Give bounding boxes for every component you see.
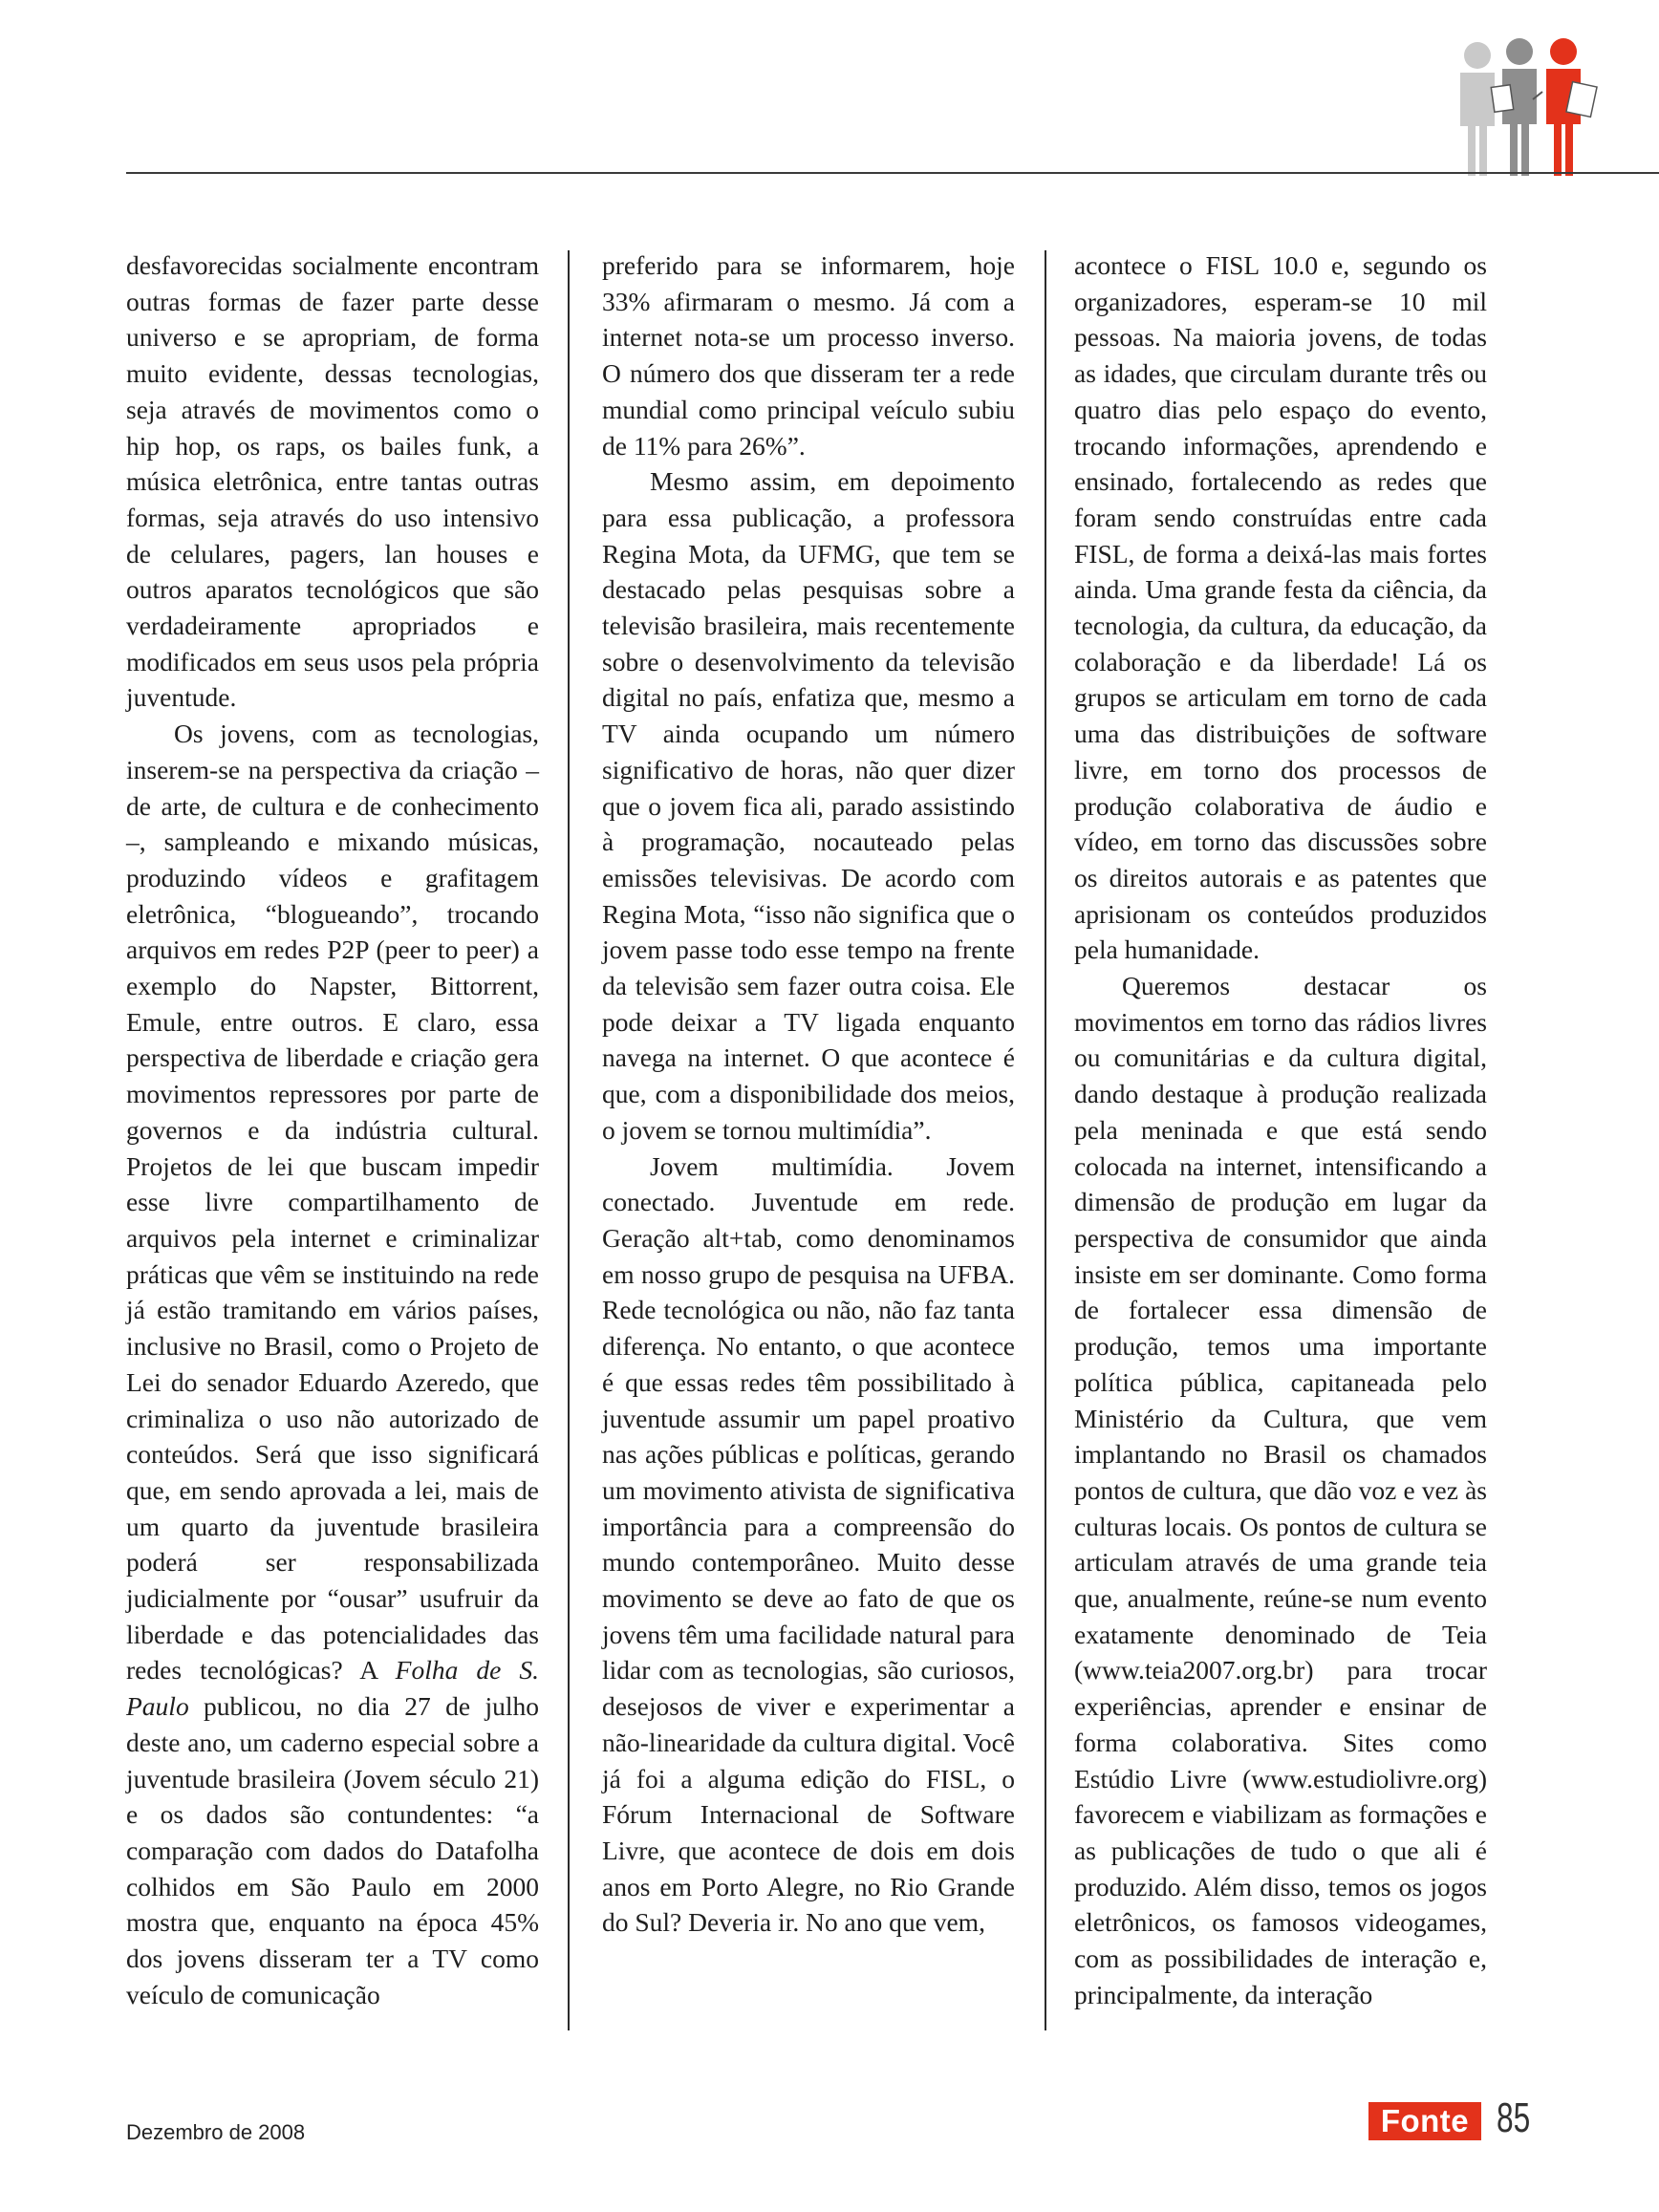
paragraph: Queremos destacar os movimentos em torno das rádios livres ou comunitárias e da cultura digital, dando destaque à produção realizada pela meninada e que está sendo colocada na internet, intensificando a dimensão de produção em lugar da perspectiva de consumidor que ainda insiste em ser dominante. Como forma de fortalecer essa dimensão de produção, temos uma importante política pública, capitaneada pelo Ministério da Cultura, que vem implantando no Brasil os chamados pontos de cultura, que dão voz e vez às culturas locais. Os pontos de cultura se articulam através de uma grande teia que, anualmente, reúne-se num evento exatamente denominado de Teia (www.teia2007.org.br) para trocar experiências, aprender e ensinar de forma colaborativa. Sites como Estúdio Livre (www.estudiolivre.org) favorecem e viabilizam as formações e as publicações de tudo o que ali é produzido. Além disso, temos os jogos eletrônicos, os famosos videogames, com as possibilidades de interação e, principalmente, da interação	[1074, 971, 1487, 2009]
three-people-figures-icon	[1451, 36, 1604, 178]
newspaper-title: Folha de S. Paulo	[126, 1655, 539, 1722]
paragraph: preferido para se informarem, hoje 33% afirmaram o mesmo. Já com a internet nota-se um processo inverso. O número dos que disseram ter a rede mundial como principal veículo subiu de 11% para 26%”.	[602, 250, 1015, 461]
article-column-2	[602, 247, 1015, 1941]
paragraph: Mesmo assim, em depoimento para essa publicação, a professora Regina Mota, da UFMG, que tem se destacado pelas pesquisas sobre a televisão brasileira, mais recentemente sobre o desenvolvimento da televisão digital no país, enfatiza que, mesmo a TV ainda ocupando um número significativo de horas, não quer dizer que o jovem fica ali, parado assistindo à programação, nocauteado pelas emissões televisivas. De acordo com Regina Mota, “isso não significa que o jovem passe todo esse tempo na frente da televisão sem fazer outra coisa. Ele pode deixar a TV ligada enquanto navega na internet. O que acontece é que, com a disponibilidade dos meios, o jovem se tornou multimídia”.	[602, 466, 1015, 1145]
paragraph: Os jovens, com as tecnologias, inserem-se na perspectiva da criação – de arte, de cultura e de conhecimento –, sampleando e mixando músicas, produzindo vídeos e grafitagem eletrônica, “blogueando”, trocando arquivos em redes P2P (peer to peer) a exemplo do Napster, Bittorrent, Emule, entre outros. E claro, essa perspectiva de liberdade e criação gera movimentos repressores por parte de governos e da indústria cultural. Projetos de lei que buscam impedir esse livre compartilhamento de arquivos pela internet e criminalizar práticas que vêm se instituindo na rede já estão tramitando em vários países, inclusive no Brasil, como o Projeto de Lei do senador Eduardo Azeredo, que criminaliza o uso não autorizado de conteúdos. Será que isso significará que, em sendo aprovada a lei, mais de um quarto da juventude brasileira poderá ser responsabilizada judicialmente por “ousar” usufruir da liberdade e das potencialidades das redes tecnológicas? A Folha de S. Paulo publicou, no dia 27 de julho deste ano, um caderno especial sobre a juventude brasileira (Jovem século 21) e os dados são contundentes: “a comparação com dados do Datafolha colhidos em São Paulo em 2000 mostra que, enquanto na época 45% dos jovens disseram ter a TV como veículo de comunicação	[126, 719, 539, 2009]
header-rule	[126, 172, 1659, 174]
column-divider	[1045, 250, 1046, 2030]
magazine-brand-badge: Fonte	[1368, 2102, 1481, 2140]
article-column-3	[1074, 247, 1487, 2012]
paragraph: Jovem multimídia. Jovem conectado. Juventude em rede. Geração alt+tab, como denominamos em nosso grupo de pesquisa na UFBA. Rede tecnológica ou não, não faz tanta diferença. No entanto, o que acontece é que essas redes têm possibilitado à juventude assumir um papel proativo nas ações públicas e políticas, gerando um movimento ativista de significativa importância para a compreensão do mundo contemporâneo. Muito desse movimento se deve ao fato de que os jovens têm uma facilidade natural para lidar com as tecnologias, são curiosos, desejosos de viver e experimentar a não-linearidade da cultura digital. Você já foi a alguma edição do FISL, o Fórum Internacional de Software Livre, que acontece de dois em dois anos em Porto Alegre, no Rio Grande do Sul? Deveria ir. No ano que vem,	[602, 1150, 1015, 1938]
paragraph: acontece o FISL 10.0 e, segundo os organizadores, esperam-se 10 mil pessoas. Na maioria jovens, de todas as idades, que circulam durante três ou quatro dias pelo espaço do evento, trocando informações, aprendendo e ensinado, fortalecendo as redes que foram sendo construídas entre cada FISL, de forma a deixá-las mais fortes ainda. Uma grande festa da ciência, da tecnologia, da cultura, da educação, da colaboração e da liberdade! Lá os grupos se articulam em torno de cada uma das distribuições de software livre, em torno dos processos de produção colaborativa de áudio e vídeo, em torno das discussões sobre os direitos autorais e as patentes que aprisionam os conteúdos produzidos pela humanidade.	[1074, 250, 1487, 965]
paragraph: desfavorecidas socialmente encontram outras formas de fazer parte desse universo e se apropriam, de forma muito evidente, dessas tecnologias, seja através de movimentos como o hip hop, os raps, os bailes funk, a música eletrônica, entre tantas outras formas, seja através do uso intensivo de celulares, pagers, lan houses e outros aparatos tecnológicos que são verdadeiramente apropriados e modificados em seus usos pela própria juventude.	[126, 250, 539, 713]
page-number: 85	[1497, 2094, 1531, 2141]
issue-date: Dezembro de 2008	[126, 2120, 306, 2144]
article-column-1	[126, 247, 539, 2012]
column-divider	[568, 250, 570, 2030]
